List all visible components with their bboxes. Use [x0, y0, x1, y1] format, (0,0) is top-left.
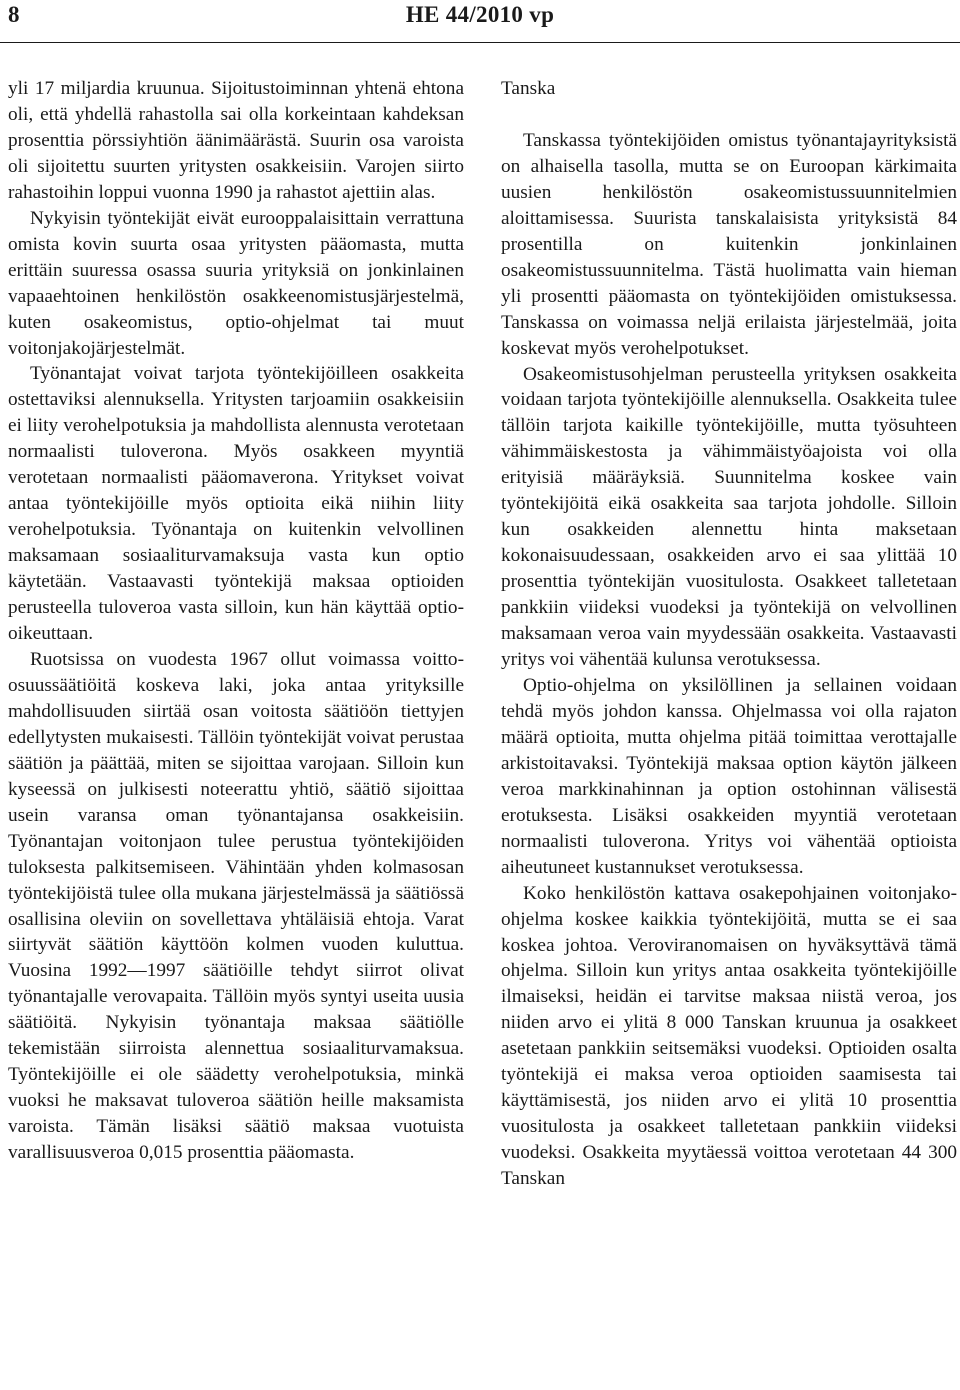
paragraph: Tanskassa työntekijöiden omistus työnantajayrityksistä on alhaisella tasolla, mutta se on Euroopan kärkimaita uusien henkilöstön osakeomistussuunnitelmien aloittamisessa. Suurista tanskalaisista yrityksistä 84 prosentilla on kuitenkin jonkinlainen osakeomistussuunnitelma. Tästä huolimatta vain hieman yli prosentti pääomasta on työntekijöiden omistuksessa. Tanskassa on voimassa neljä erilaista järjestelmää, joita koskevat myös verohelpotukset.	[501, 129, 957, 359]
page-number: 8	[8, 2, 20, 27]
paragraph: Ruotsissa on vuodesta 1967 ollut voimassa voitto-osuussäätiöitä koskeva laki, joka antaa yrityksille mahdollisuuden siirtää osan voitosta säätiöön tiettyjen edellytysten mukaisesti. Tällöin työntekijät voivat perustaa säätiön ja päättää, miten se sijoittaa varojaan. Silloin kun kyseessä on julkisesti noteerattu yhtiö, säätiö sijoittaa usein varansa oman työnantajansa osakkeisiin. Työnantajan voitonjaon tulee perustua työntekijöiden tuloksesta palkitsemiseen. Vähintään yhden kolmasosan työntekijöistä tulee olla mukana järjestelmässä ja säätiössä osallisina oleviin on sovellettava yhtäläisiä ehtoja. Varat siirtyvät säätiön käyttöön kolmen vuoden kuluttua. Vuosina 1992—1997 säätiöille tehdyt siirrot olivat työnantajalle verovapaita. Tällöin myös syntyi useita uusia säätiöitä. Nykyisin työnantaja maksaa säätiölle tekemistään siirroista alennettua sosiaaliturvamaksua. Työntekijöille ei ole säädetty verohelpotuksia, minkä vuoksi he maksavat tuloveroa säätiön heille maksamista varoista. Tämän lisäksi säätiö maksaa vuotuista varallisuusveroa 0,015 prosenttia pääomasta.	[8, 648, 464, 1164]
document-id: HE 44/2010 vp	[405, 2, 555, 27]
paragraph: Osakeomistusohjelman perusteella yrityksen osakkeita voidaan tarjota työntekijöille alennuksella. Osakkeita tulee tällöin tarjota kaikille työntekijöille, mutta työsuhteen vähimmäiskestosta ja vähimmäistyöajoista voi olla erityisiä määräyksiä. Suunnitelma koskee vain työntekijöitä eikä osakkeita saa tarjota johdolle. Silloin kun osakkeiden alennettu hinta maksetaan kokonaisuudessaan, osakkeiden arvo ei saa ylittää 10 prosenttia työntekijän vuositulosta. Osakkeet talletetaan pankkiin viideksi vuodeksi ja työntekijä on velvollinen maksamaan veroa vain myydessään osakkeita. Vastaavasti yritys voi vähentää kulunsa verotuksessa.	[501, 363, 957, 671]
left-column	[8, 76, 464, 1166]
right-column	[501, 76, 957, 1192]
paragraph: yli 17 miljardia kruunua. Sijoitustoiminnan yhtenä ehtona oli, että yhdellä rahastolla sai olla korkeintaan kahdeksan prosenttia pörssiyhtiön äänimäärästä. Suurin osa varoista oli sijoitettu suurten yritysten osakkeisiin. Varojen siirto rahastoihin loppui vuonna 1990 ja rahastot ajettiin alas.	[8, 78, 464, 203]
page-header	[0, 0, 960, 60]
paragraph: Työnantajat voivat tarjota työntekijöilleen osakkeita ostettaviksi alennuksella. Yritysten tarjoamiin osakkeisiin ei liity verohelpotuksia ja mahdollista alennusta verotetaan normaalisti tuloverona. Myös osakkeen myyntiä verotetaan normaalisti pääomaverona. Yritykset voivat antaa työntekijöille myös optioita eikä niihin liity verohelpotuksia. Työnantaja on kuitenkin velvollinen maksamaan sosiaaliturvamaksuja vasta kun optio käytetään. Vastaavasti työntekijä maksaa optioiden perusteella tuloveroa vasta silloin, kun hän käyttää optio-oikeuttaan.	[8, 363, 464, 645]
paragraph: Optio-ohjelma on yksilöllinen ja sellainen voidaan tehdä myös johdon kanssa. Ohjelmassa voi olla rajaton määrä optioita, mutta ohjelma pitää toimittaa verottajalle arkistoitavaksi. Työntekijä maksaa option käytön jälkeen veroa markkinahinnan ja option ostohinnan välisestä erotuksesta. Lisäksi osakkeiden myyntiä verotetaan normaalisti tuloverona. Yritys voi vähentää optioista aiheutuneet kustannukset verotuksessa.	[501, 674, 957, 878]
paragraph: Koko henkilöstön kattava osakepohjainen voitonjako-ohjelma koskee kaikkia työntekijöitä, mutta se ei saa koskea johtoa. Veroviranomaisen on hyväksyttävä tämä ohjelma. Silloin kun yritys antaa osakkeita työntekijöille ilmaiseksi, heidän ei tarvitse maksaa niistä veroa, jos niiden arvo ei ylitä 8 000 Tanskan kruunua ja osakkeet asetetaan pankkiin seitsemäksi vuodeksi. Optioiden osalta työntekijä ei maksa veroa optioiden saamisesta tai käyttämisestä, jos niiden arvo ei ylitä 10 prosenttia vuositulosta ja osakkeet talletetaan pankkiin viideksi vuodeksi. Osakkeita myytäessä voittoa verotetaan 44 300 Tanskan	[501, 882, 957, 1190]
paragraph: Nykyisin työntekijät eivät eurooppalaisittain verrattuna omista kovin suurta osaa yritysten pääomasta, mutta erittäin suuressa osassa suuria yrityksiä on jonkinlainen vapaaehtoinen henkilöstön osakkeenomistusjärjestelmä, kuten osakeomistus, optio-ohjelmat tai muut voitonjakojärjestelmät.	[8, 207, 464, 359]
section-heading: Tanska	[501, 78, 556, 99]
header-rule	[0, 42, 960, 43]
